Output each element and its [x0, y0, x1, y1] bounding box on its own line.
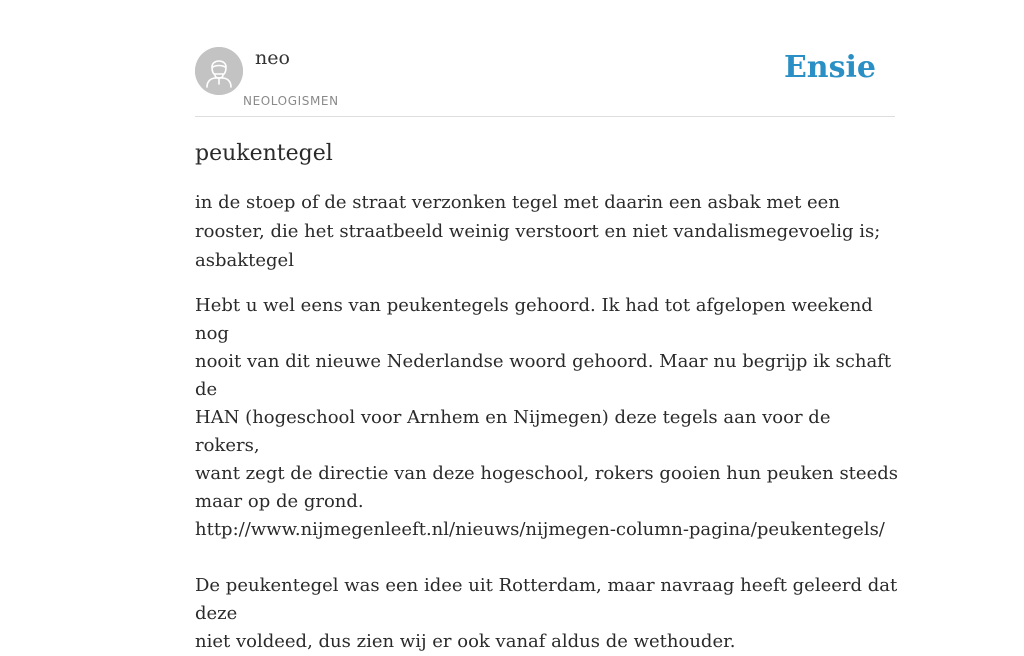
example-line: want zegt de directie van deze hogeschool, rokers gooien hun peuken steeds [195, 463, 898, 484]
category-label[interactable]: NEOLOGISMEN [243, 94, 339, 108]
user-silhouette-icon [195, 47, 243, 95]
definition-text: in de stoep of de straat verzonken tegel met daarin een asbak met een rooster, die het straatbeeld weinig verstoort en niet vandalismegevoelig is; asbaktegel [195, 192, 881, 271]
example-line: Hebt u wel eens van peukentegels gehoord. Ik had tot afgelopen weekend nog [195, 295, 873, 344]
author-name-link[interactable]: neo [255, 47, 290, 69]
user-avatar-icon[interactable] [195, 47, 243, 95]
example-line: De peukentegel was een idee uit Rotterdam, maar navraag heeft geleerd dat deze [195, 575, 898, 624]
ensie-logo[interactable]: Ensie [783, 50, 876, 85]
entry-content [195, 138, 900, 656]
paragraph-spacer [195, 544, 900, 572]
example-text [195, 292, 900, 656]
example-line: niet voldeed, dus zien wij er ook vanaf aldus de wethouder. [195, 631, 736, 652]
example-line: nooit van dit nieuwe Nederlandse woord gehoord. Maar nu begrijp ik schaft de [195, 351, 892, 400]
entry-header [195, 46, 895, 117]
example-line: HAN (hogeschool voor Arnhem en Nijmegen) deze tegels aan voor de rokers, [195, 407, 831, 456]
example-url-line: http://www.nijmegenleeft.nl/nieuws/nijmegen-column-pagina/peukentegels/ [195, 519, 885, 540]
headword-title: peukentegel [195, 141, 333, 166]
example-line: maar op de grond. [195, 491, 364, 512]
